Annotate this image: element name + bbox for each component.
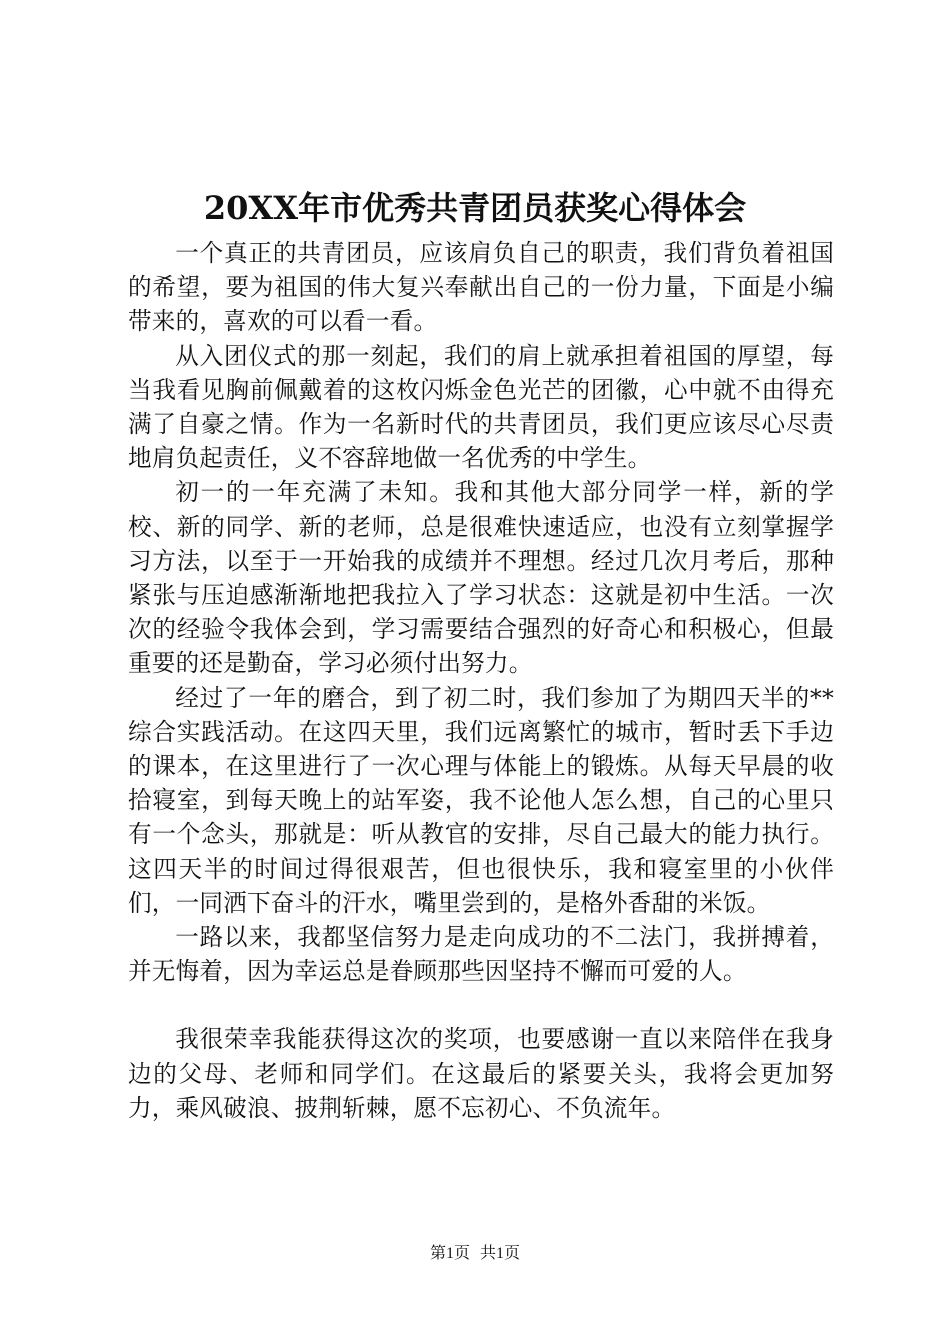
paragraph-spacer bbox=[128, 988, 834, 1022]
page-footer bbox=[0, 1244, 950, 1264]
paragraph-5: 一路以来，我都坚信努力是走向成功的不二法门，我拼搏着，并无悔着，因为幸运总是眷顾那些因坚持不懈而可爱的人。 bbox=[128, 923, 834, 986]
paragraph-3: 初一的一年充满了未知。我和其他大部分同学一样，新的学校、新的同学、新的老师，总是很难快速适应，也没有立刻掌握学习方法，以至于一开始我的成绩并不理想。经过几次月考后，那种紧张与压迫感渐渐地把我拉入了学习状态：这就是初中生活。一次次的经验令我体会到，学习需要结合强烈的好奇心和积极心，但最重要的还是勤奋，学习必须付出努力。 bbox=[128, 478, 834, 678]
document-title: 20XX年市优秀共青团员获奖心得体会 bbox=[203, 189, 747, 227]
paragraph-6: 我很荣幸我能获得这次的奖项，也要感谢一直以来陪伴在我身边的父母、老师和同学们。在这最后的紧要关头，我将会更加努力，乘风破浪、披荆斩棘，愿不忘初心、不负流年。 bbox=[128, 1025, 834, 1122]
document-body bbox=[128, 236, 834, 1125]
page-number: 第1页 bbox=[429, 1245, 470, 1262]
page-total: 共1页 bbox=[480, 1245, 521, 1262]
paragraph-2: 从入团仪式的那一刻起，我们的肩上就承担着祖国的厚望，每当我看见胸前佩戴着的这枚闪烁金色光芒的团徽，心中就不由得充满了自豪之情。作为一名新时代的共青团员，我们更应该尽心尽责地肩负起责任，义不容辞地做一名优秀的中学生。 bbox=[128, 341, 834, 473]
paragraph-1: 一个真正的共青团员，应该肩负自己的职责，我们背负着祖国的希望，要为祖国的伟大复兴奉献出自己的一份力量，下面是小编带来的，喜欢的可以看一看。 bbox=[128, 239, 834, 336]
paragraph-4: 经过了一年的磨合，到了初二时，我们参加了为期四天半的**综合实践活动。在这四天里，我们远离繁忙的城市，暂时丢下手边的课本，在这里进行了一次心理与体能上的锻炼。从每天早晨的收拾寝室，到每天晚上的站军姿，我不论他人怎么想，自己的心里只有一个念头，那就是：听从教官的安排，尽自己最大的能力执行。这四天半的时间过得很艰苦，但也很快乐，我和寝室里的小伙伴们，一同洒下奋斗的汗水，嘴里尝到的，是格外香甜的米饭。 bbox=[128, 683, 834, 917]
